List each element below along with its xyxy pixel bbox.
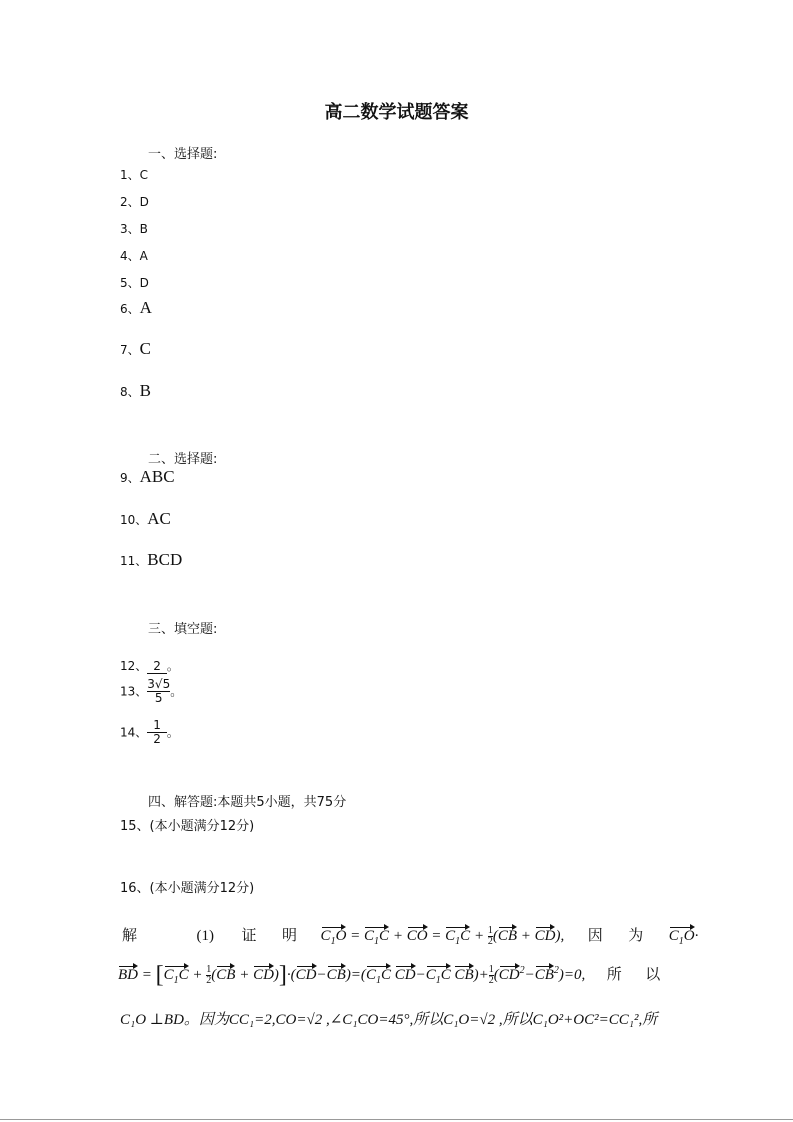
fill-answer: 2 — [147, 659, 167, 674]
fraction: $\frac{1}{2}$ — [147, 719, 167, 745]
answer-item: 3、B — [120, 222, 148, 236]
answer-item: 1、C — [120, 168, 149, 182]
answer-item: 6、A — [120, 298, 152, 317]
solution-line-2: BD = [$C_1C$ + $\frac{1}{2}$ $(CB + CD)]\cdot(CD-CB)=(C_1C$ $CD-C_1C$ CB)+ $\frac{1}{2}$ $(CD^2-CB^2)=0$, 所 以 — [118, 962, 661, 988]
question-16: 16、(本小题满分12分) — [120, 881, 255, 896]
fill-item-14: 14、 $\frac{1}{2}$ 。 — [120, 718, 179, 746]
page-bottom-border — [0, 1119, 793, 1120]
section-heading-4: 四、解答题:本题共5小题，共75分 — [148, 795, 347, 810]
solution-line-3: C₁O ⊥BD。因为CC₁=2,CO=√2 ,∠C₁CO=45°,所以C₁O=√2 ,所以C₁O²+OC²=CC₁²,所 — [120, 1012, 658, 1028]
section-heading-3: 三、填空题: — [148, 622, 218, 637]
answer-item: 11、BCD — [120, 550, 183, 569]
section-heading-1: 一、选择题: — [148, 147, 218, 162]
fill-item-13: 13、 $\frac{3√5}{5}$ 。 — [120, 677, 183, 705]
answer-item: 7、C — [120, 339, 151, 358]
answer-item: 2、D — [120, 195, 149, 209]
page-title: 高二数学试题答案 — [324, 102, 469, 123]
solution-line-1: 解 (1) 证 明 $C_1O = C_1C$ + CO = $C_1C$ + $\frac{1}{2}$ (CB + CD), 因 为 $C_1O\cdot$ — [122, 925, 699, 948]
section-heading-2: 二、选择题: — [148, 452, 218, 467]
question-15: 15、(本小题满分12分) — [120, 819, 255, 834]
answer-item: 5、D — [120, 276, 149, 290]
answer-item: 9、ABC — [120, 467, 175, 486]
answer-item: 8、B — [120, 381, 151, 400]
answer-item: 4、A — [120, 249, 148, 263]
fill-item-12: 12、 2 。 — [120, 659, 179, 673]
answer-item: 10、AC — [120, 509, 171, 528]
fraction: $\frac{3√5}{5}$ — [147, 677, 171, 705]
